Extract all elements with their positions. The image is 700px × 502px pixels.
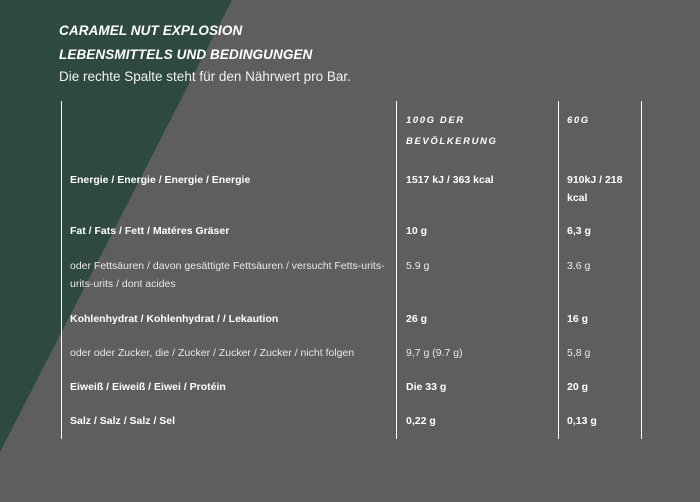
row-value-saturated-fat-100g: 5.9 g [406, 260, 430, 272]
table-border-left [61, 101, 62, 439]
row-value-carbohydrate-60g: 16 g [567, 313, 589, 325]
row-value-saturated-fat-60g: 3.6 g [567, 260, 591, 272]
row-value-energy-60g: 910kJ / 218 kcal [567, 174, 623, 204]
row-label-sugars: oder oder Zucker, die / Zucker / Zucker / Zucker / nicht folgen [70, 347, 355, 359]
column-header-100g: 100G DER BEVÖLKERUNG [406, 115, 498, 147]
row-label-saturated-fat: oder Fettsäuren / davon gesättigte Fettsäuren / versucht Fetts-urits-urits-urits / dont acides [70, 260, 385, 290]
table-divider-2 [558, 101, 559, 439]
table-border-right [641, 101, 642, 439]
product-title: CARAMEL NUT EXPLOSION [59, 23, 243, 38]
row-value-sugars-100g: 9,7 g (9.7 g) [406, 347, 463, 359]
column-header-60g: 60G [567, 115, 590, 126]
row-value-fat-60g: 6,3 g [567, 225, 591, 237]
row-label-energy: Energie / Energie / Energie / Energie [70, 174, 251, 186]
row-label-salt: Salz / Salz / Salz / Sel [70, 415, 176, 427]
row-value-salt-100g: 0,22 g [406, 415, 436, 427]
section-heading: LEBENSMITTELS UND BEDINGUNGEN [59, 47, 313, 62]
row-label-carbohydrate: Kohlenhydrat / Kohlenhydrat / / Lekaution [70, 313, 279, 325]
table-divider-1 [396, 101, 397, 439]
row-value-protein-100g: Die 33 g [406, 381, 447, 393]
column-note: Die rechte Spalte steht für den Nährwert pro Bar. [59, 69, 351, 84]
row-label-fat: Fat / Fats / Fett / Matéres Gräser [70, 225, 230, 237]
row-value-salt-60g: 0,13 g [567, 415, 597, 427]
row-value-sugars-60g: 5,8 g [567, 347, 591, 359]
row-value-fat-100g: 10 g [406, 225, 428, 237]
row-value-protein-60g: 20 g [567, 381, 589, 393]
row-value-energy-100g: 1517 kJ / 363 kcal [406, 174, 494, 186]
row-value-carbohydrate-100g: 26 g [406, 313, 428, 325]
row-label-protein: Eiweiß / Eiweiß / Eiwei / Protéin [70, 381, 226, 393]
